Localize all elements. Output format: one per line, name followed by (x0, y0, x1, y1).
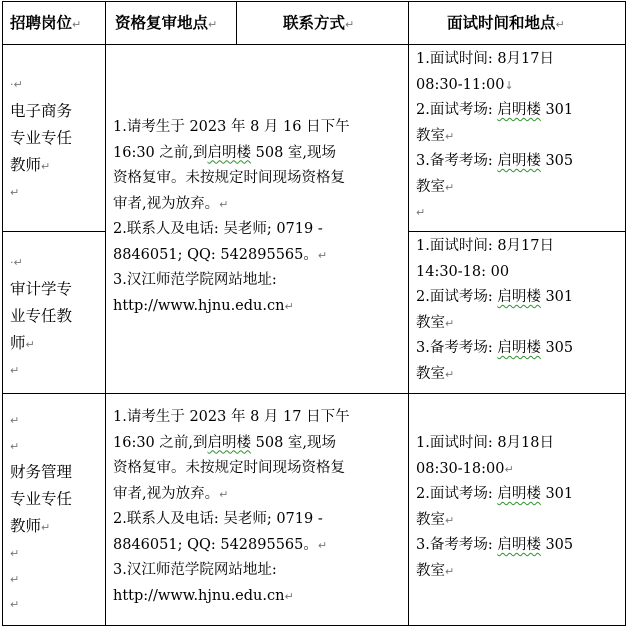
position-cell: ·↵ 电子商务 专业专任 教师↵ ↵ (10, 78, 73, 199)
header-interview: 面试时间和地点↵ (447, 14, 565, 32)
website-link[interactable]: http://www.hjnu.edu.cn (113, 587, 285, 604)
header-review-location: 资格复审地点↵ (115, 14, 218, 32)
column-divider (408, 1, 409, 626)
row-divider (2, 231, 105, 232)
column-divider (105, 1, 106, 626)
review-contact-cell: 1.请考生于 2023 年 8 月 17 日下午 16:30 之前,到启明楼 508 室,现场 资格复审。未按规定时间现场资格复 审者,视为放弃。↵ 2.联系人及电话: 吴老师; 0719 - 8846051; QQ: 542895565。↵ 3.汉江师范学院网站地址: http://www.hjnu.edu.cn↵ (113, 409, 350, 604)
table-border-right (625, 1, 626, 626)
position-cell: ·↵ 审计学专 业专任教 师↵ ↵ (10, 256, 73, 377)
table-border-bottom (2, 625, 626, 626)
interview-cell: 1.面试时间: 8月17日 14:30-18: 00 2.面试考场: 启明楼 301 教室↵ 3.备考考场: 启明楼 305 教室↵ (416, 238, 574, 382)
row-divider (2, 393, 626, 394)
website-link[interactable]: http://www.hjnu.edu.cn (113, 297, 285, 314)
review-contact-cell: 1.请考生于 2023 年 8 月 16 日下午 16:30 之前,到启明楼 508 室,现场 资格复审。未按规定时间现场资格复 审者,视为放弃。↵ 2.联系人及电话: 吴老师; 0719 - 8846051; QQ: 542895565。↵ 3.汉江师范学院网站地址: http://www.hjnu.edu.cn↵ (113, 119, 350, 314)
header-bottom-rule (2, 44, 626, 45)
position-cell: ↵ ↵ 财务管理 专业专任 教师↵ ↵ ↵ ↵ (10, 414, 73, 611)
table-border-left (2, 1, 3, 626)
header-position: 招聘岗位↵ (10, 14, 82, 32)
table-border-top (2, 1, 626, 2)
column-divider (236, 1, 237, 45)
interview-cell: 1.面试时间: 8月17日 08:30-11:00↓ 2.面试考场: 启明楼 301 教室↵ 3.备考考场: 启明楼 305 教室↵ ↵ (416, 51, 574, 219)
row-divider (408, 231, 626, 232)
interview-cell: 1.面试时间: 8月18日 08:30-18:00↵ 2.面试考场: 启明楼 301 教室↵ 3.备考考场: 启明楼 305 教室↵ (416, 435, 574, 579)
header-contact: 联系方式↵ (283, 14, 355, 32)
